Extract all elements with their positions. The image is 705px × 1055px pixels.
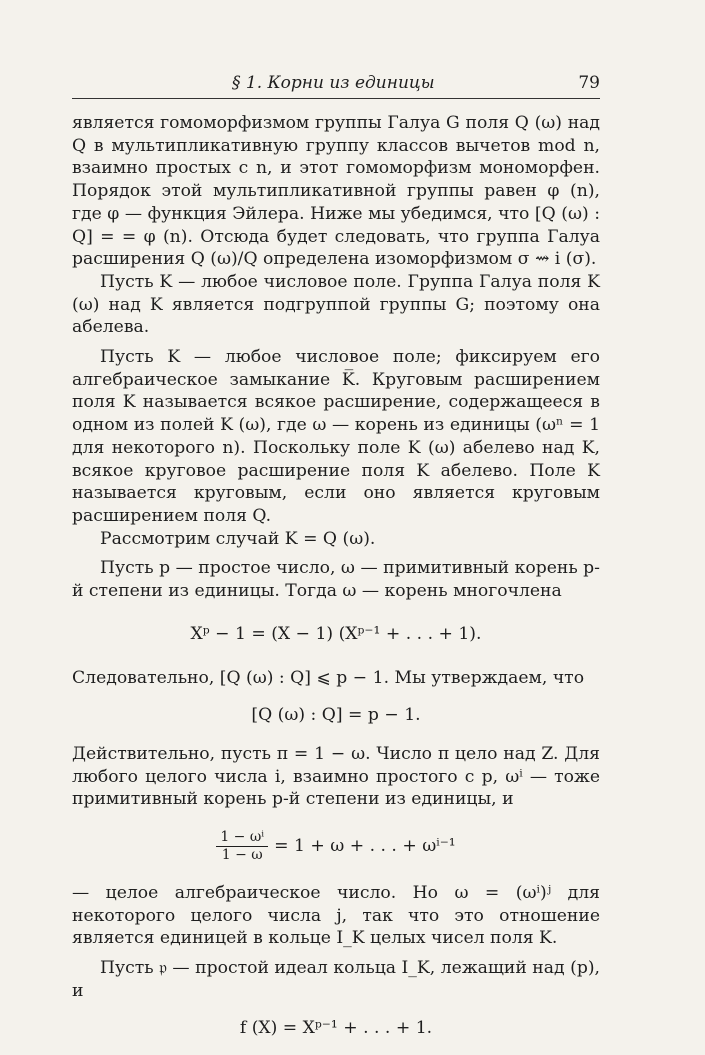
section-title: § 1. Корни из единицы — [232, 73, 435, 93]
fraction-numerator: 1 − ωⁱ — [216, 829, 268, 847]
paragraph-6: Следовательно, [Q (ω) : Q] ⩽ p − 1. Мы утверждаем, что — [72, 668, 585, 689]
paragraph-4: Рассмотрим случай K = Q (ω). — [100, 528, 376, 549]
fraction-denominator: 1 − ω — [221, 846, 263, 863]
fraction-rhs: = 1 + ω + . . . + ωⁱ⁻¹ — [274, 836, 456, 857]
paragraph-9: Пусть 𝔭 — простой идеал кольца I_K, лежащий над (p), и — [72, 958, 600, 1001]
paragraph-1: является гомоморфизмом группы Галуа G поля Q (ω) над Q в мультипликативную группу классов вычетов mod n, взаимно простых с n, и этот гомоморфизм мономорфен. Порядок этой мультипликативной группы равен φ (n), где φ — функция Эйлера. Ниже мы убедимся, что [Q (ω) : Q] = = φ (n). Отсюда будет следовать, что группа Галуа расширения Q (ω)/Q определена изоморфизмом σ ⇝ i (σ). — [72, 113, 600, 270]
paragraph-8: — целое алгебраическое число. Но ω = (ωⁱ)ʲ для некоторого целого числа j, так что это отношение является единицей в кольце I_K целых чисел поля K. — [72, 882, 600, 949]
formula-quotient — [72, 829, 600, 864]
paragraph-5: Пусть p — простое число, ω — примитивный корень p-й степени из единицы. Тогда ω — корень многочлена — [72, 558, 600, 602]
fraction — [216, 829, 268, 864]
formula-degree: [Q (ω) : Q] = p − 1. — [251, 705, 421, 726]
paragraph-7: Действительно, пусть π = 1 − ω. Число π цело над Z. Для любого целого числа i, взаимно простого с p, ωⁱ — тоже примитивный корень p-й степени из единицы, и — [72, 743, 600, 810]
running-header — [72, 72, 600, 99]
paragraph-3: Пусть K — любое числовое поле; фиксируем его алгебраическое замыкание K̅. Круговым расширением поля K называется всякое расширение, содержащееся в одном из полей K (ω), где ω — корень из единицы (ωⁿ = 1 для некоторого n). Поскольку поле K (ω) абелево над K, всякое круговое расширение поля K абелево. Поле K называется круговым, если оно является круговым расширением поля Q. — [72, 347, 600, 526]
page-body — [72, 112, 600, 1055]
paragraph-2: Пусть K — любое числовое поле. Группа Галуа поля K (ω) над K является подгруппой группы G; поэтому она абелева. — [72, 271, 600, 338]
formula-polynomial-factorization: Xᵖ − 1 = (X − 1) (Xᵖ⁻¹ + . . . + 1). — [190, 623, 482, 644]
formula-f: f (X) = Xᵖ⁻¹ + . . . + 1. — [239, 1017, 433, 1038]
page-number: 79 — [578, 73, 600, 93]
